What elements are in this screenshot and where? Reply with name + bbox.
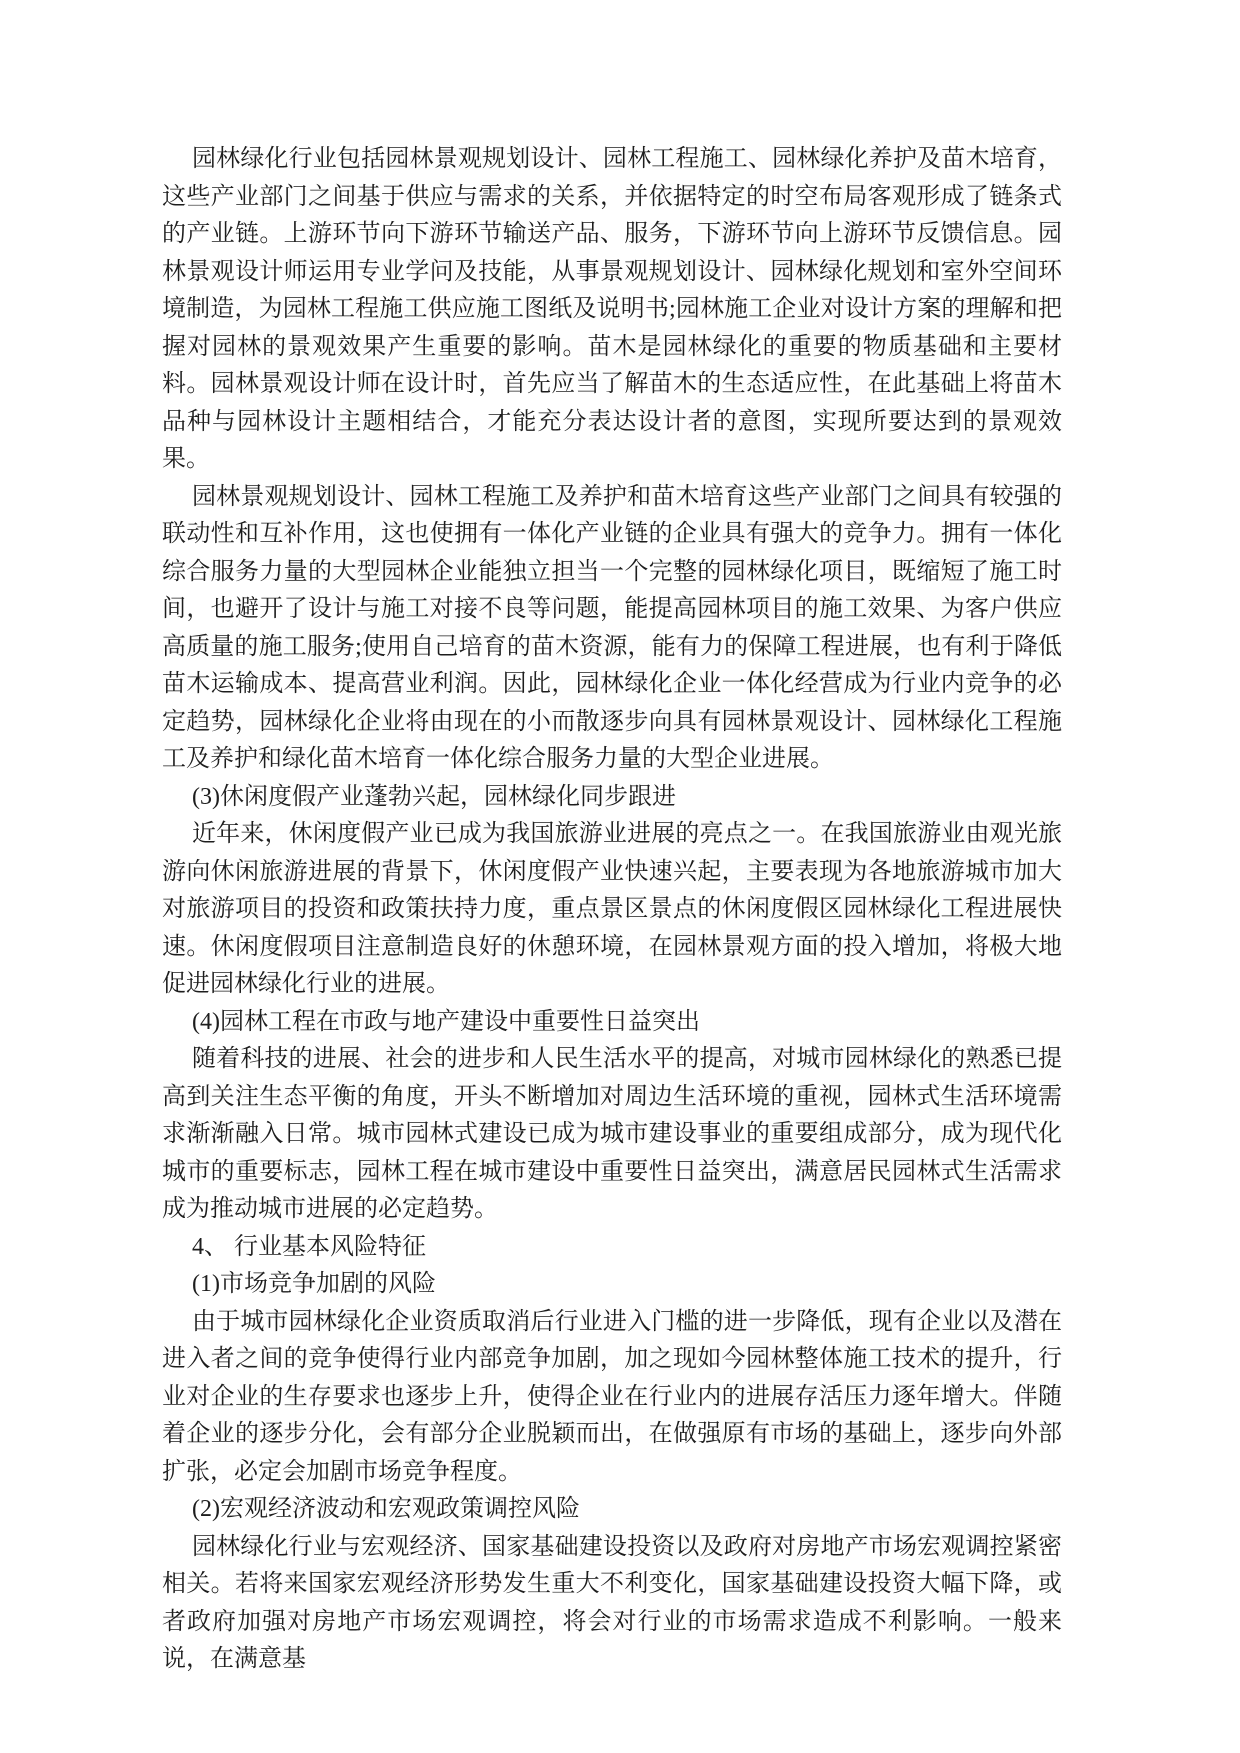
paragraph-leisure-tourism: 近年来，休闲度假产业已成为我国旅游业进展的亮点之一。在我国旅游业由观光旅游向休闲旅游进展的背景下，休闲度假产业快速兴起，主要表现为各地旅游城市加大对旅游项目的投资和政策扶持力度，重点景区景点的休闲度假区园林绿化工程进展快速。休闲度假项目注意制造良好的休憩环境，在园林景观方面的投入增加，将极大地促进园林绿化行业的进展。 xyxy=(162,821,1062,997)
paragraph-urban-construction: 随着科技的进展、社会的进步和人民生活水平的提高，对城市园林绿化的熟悉已提高到关注生态平衡的角度，开头不断增加对周边生活环境的重视，园林式生活环境需求渐渐融入日常。城市园林式建设已成为城市建设事业的重要组成部分，成为现代化城市的重要标志，园林工程在城市建设中重要性日益突出，满意居民园林式生活需求成为推动城市进展的必定趋势。 xyxy=(162,1046,1062,1222)
paragraph-macro-risk: 园林绿化行业与宏观经济、国家基础建设投资以及政府对房地产市场宏观调控紧密相关。若将来国家宏观经济形势发生重大不利变化，国家基础建设投资大幅下降，或者政府加强对房地产市场宏观调控，将会对行业的市场需求造成不利影响。一般来说，在满意基 xyxy=(162,1533,1062,1672)
section-heading-4-municipal: (4)园林工程在市政与地产建设中重要性日益突出 xyxy=(192,1008,700,1035)
section-heading-risk-features: 4、 行业基本风险特征 xyxy=(192,1233,426,1260)
section-heading-1-competition-risk: (1)市场竞争加剧的风险 xyxy=(192,1271,436,1297)
paragraph-integration-trend: 园林景观规划设计、园林工程施工及养护和苗木培育这些产业部门之间具有较强的联动性和互补作用，这也使拥有一体化产业链的企业具有强大的竞争力。拥有一体化综合服务力量的大型园林企业能独立担当一个完整的园林绿化项目，既缩短了施工时间，也避开了设计与施工对接不良等问题，能提高园林项目的施工效果、为客户供应高质量的施工服务;使用自己培育的苗木资源，能有力的保障工程进展，也有利于降低苗木运输成本、提高营业利润。因此，园林绿化企业一体化经营成为行业内竞争的必定趋势，园林绿化企业将由现在的小而散逐步向具有园林景观设计、园林绿化工程施工及养护和绿化苗木培育一体化综合服务力量的大型企业进展。 xyxy=(162,483,1062,772)
section-heading-3-leisure: (3)休闲度假产业蓬勃兴起，园林绿化同步跟进 xyxy=(192,783,676,810)
paragraph-competition-risk: 由于城市园林绿化企业资质取消后行业进入门槛的进一步降低，现有企业以及潜在进入者之间的竞争使得行业内部竞争加剧，加之现如今园林整体施工技术的提升，行业对企业的生存要求也逐步上升，使得企业在行业内的进展存活压力逐年增大。伴随着企业的逐步分化，会有部分企业脱颖而出，在做强原有市场的基础上，逐步向外部扩张，必定会加剧市场竞争程度。 xyxy=(162,1308,1062,1485)
section-heading-2-macro-risk: (2)宏观经济波动和宏观政策调控风险 xyxy=(192,1496,580,1522)
paragraph-industry-chain: 园林绿化行业包括园林景观规划设计、园林工程施工、园林绿化养护及苗木培育，这些产业部门之间基于供应与需求的关系，并依据特定的时空布局客观形成了链条式的产业链。上游环节向下游环节输送产品、服务，下游环节向上游环节反馈信息。园林景观设计师运用专业学问及技能，从事景观规划设计、园林绿化规划和室外空间环境制造，为园林工程施工供应施工图纸及说明书;园林施工企业对设计方案的理解和把握对园林的景观效果产生重要的影响。苗木是园林绿化的重要的物质基础和主要材料。园林景观设计师在设计时，首先应当了解苗木的生态适应性，在此基础上将苗木品种与园林设计主题相结合，才能充分表达设计者的意图，实现所要达到的景观效果。 xyxy=(162,146,1062,472)
